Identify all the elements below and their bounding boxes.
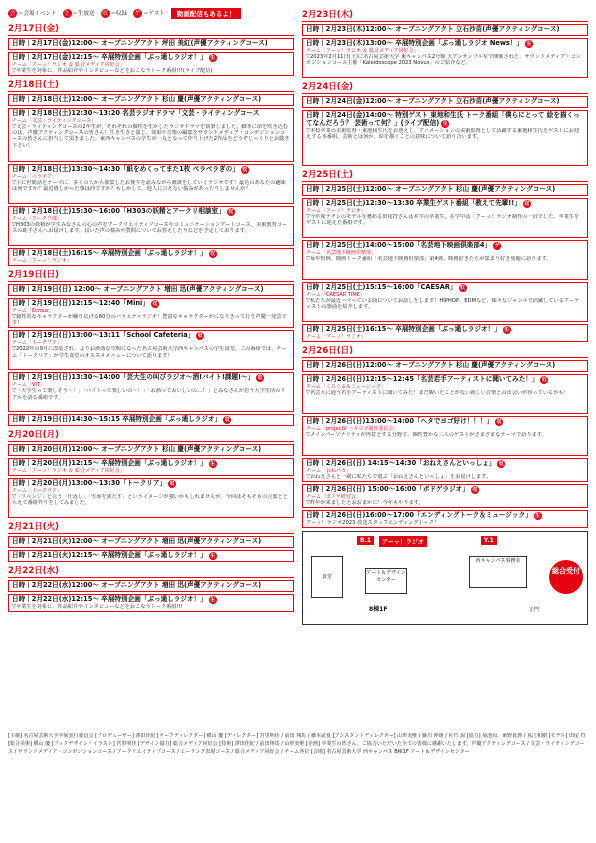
program-title-text: 日時｜2月25日(土)15:15～16:00「CAESAR」 <box>306 282 457 291</box>
legend-item <box>101 9 128 18</box>
date-heading: 2月18日(土) <box>8 78 294 92</box>
program-description: ▽おねえさんと一緒に私たちで遊ぶ「おねえさんといっしょ」をお届けします。 <box>306 473 492 480</box>
program-description: ▽毎年恒例、映画トーク番組「名芸地下映画倶楽部」第4弾。映画好きたちが集まり好き放題に語ります。 <box>306 255 552 262</box>
legend-item <box>133 9 165 18</box>
program-title <box>306 326 584 334</box>
program-team: チーム「Ecrouz」 <box>12 307 54 314</box>
program-description: ▽2022年の9月に改装され、よりお洒落な空間になった名古屋芸術大学西キャンパスの学生食堂。この番組では、チーム「トークリア」が学生食堂のオススメメニューについて語ります！ <box>12 346 287 359</box>
date-heading: 2月24日(金) <box>302 80 588 94</box>
program-title <box>306 112 584 128</box>
program-entry <box>302 510 588 528</box>
left-schedule <box>8 22 294 612</box>
program-description: ▽卒業生を対象に、作品紹介やインタビューなどをおこなうトーク番組!!!(ライブ配信) <box>12 67 213 74</box>
program-title-text: 日時｜2月24日(金)12:00～ オープニングアクト 立石沙苗(声優アクティングコース) <box>306 96 560 105</box>
program-type-badge: 収 <box>228 208 234 215</box>
program-entry <box>8 580 294 592</box>
program-type-badge: 生 <box>210 553 216 560</box>
program-type-badge: 生 <box>442 120 448 127</box>
program-title-text: 日時｜2月19日(日)14:30～15:15 卒展特別企画「ぶっ通しラジオ」 <box>12 415 222 424</box>
program-entry <box>302 484 588 508</box>
program-title <box>306 26 584 34</box>
program-team: チーム「くろぐる＆ミュージック」 <box>306 383 386 390</box>
program-title <box>306 376 584 384</box>
program-entry <box>8 164 294 204</box>
program-team: チーム「アーッ！ラジオ ＆ 総合メディア同好会」 <box>306 47 419 54</box>
program-entry <box>302 240 588 280</box>
program-title-text: 日時｜2月18日(土)15:30～16:00「H303の妖精とアークリ相談室」 <box>12 206 225 215</box>
program-title-text: 日時｜2月23日(木)12:00～ オープニングアクト 立石沙苗(声優アクティングコース) <box>306 25 560 33</box>
program-title-text: 日時｜2月26日(日)12:00～ オープニングアクト 杉山 慶(声優アクティングコース) <box>306 360 556 369</box>
program-entry <box>8 52 294 76</box>
program-description: ▽昨年が来ましたとおおまかに！今年もやります。 <box>306 499 424 506</box>
program-type-badge: 収 <box>498 460 504 467</box>
date-heading: 2月23日(木) <box>302 8 588 22</box>
program-description: ▽個性的なキャラクターが繰り広げる60分のバラエティラジオ！豊富なキャラクターがになりきって行う声優一発芸です！ <box>12 313 287 327</box>
credits: [主催] 名古屋芸術大学卒展実行委員会 [プロデューサー] 澤田佳紀 [チーフディレクター] 横山 慶 [ディレクター] 宮里明佳 / 前田 翔馬 / 橋本読夏 [アシスタントディレクター] 山形実唯 / 藤川 伸雄 / 佐竹 諒 [協力] 菊池周、東野貴典 / 真江和樹 [モデル] 田尾 符 [総合美術] 横山 慶 [ブックデザイン・イラスト] 宮里明佳 [デザイン協力] 総合メディア同好会 [技術] 澤田佳紀 / 前田翔馬 / 山形実唯 [企画] 卒業生の皆さん、ご協力いただいた全ての皆様に感謝いたします。声優アクティングコース / 文芸・ライティングコース / サウンドメディア・コンポジションコース / アークリエイティブコース / ヒーリング表現コース / 総合メディア同好会 / チーム各位 [会場] 名古屋芸術大学 西キャンパス B棟1F アート＆デザインセンター <box>8 733 586 755</box>
date-heading: 2月19日(日) <box>8 268 294 282</box>
legend <box>8 6 294 20</box>
program-entry <box>302 184 588 196</box>
program-entry <box>8 248 294 266</box>
program-description: ▽私たちが最近ハマっている曲についてお話しをします！HIPHOP、EDMなど、様々なジャンルで活躍しているアーティストの楽曲を紹介します。 <box>306 297 580 310</box>
program-description: ▽今年度ナチシのモデルを務める田尾符さんは本学の卒業生。在学中は「アーッ！ラジオ制作の一員でした。卒業生をゲストに迎えた番組です。 <box>306 213 580 226</box>
program-title-text: 日時｜2月25日(土)16:15～ 卒展特別企画「ぶっ通しラジオ！」 <box>306 324 501 333</box>
date-heading: 2月20日(月) <box>8 428 294 442</box>
program-type-badge: 収 <box>472 486 478 493</box>
program-title <box>12 552 290 560</box>
program-title <box>12 286 290 294</box>
date-heading: 2月22日(水) <box>8 564 294 578</box>
program-entry <box>8 372 294 412</box>
program-type-badge: 収 <box>496 418 502 425</box>
program-title-text: 日時｜2月20日(月)12:00～ オープニングアクト 杉山 慶(声優アクティングコース) <box>12 445 262 454</box>
program-team: チーム「ボドゲ研究会」 <box>306 493 361 500</box>
program-title <box>306 418 584 426</box>
legend-label: ＝生放送 <box>72 10 95 17</box>
map-art-center: アート＆デザインセンター <box>365 568 407 594</box>
program-title-text: 日時｜2月18日(土)13:30～14:30「紙をめくってまた1枚 ペラペラぎの」 <box>12 164 239 173</box>
legend-label: ＝収録 <box>110 10 128 17</box>
program-title-text: 日時｜2月22日(水)12:00～ オープニングアクト 増田 迅(声優アクティングコース) <box>12 581 262 590</box>
program-team: チーム「アーッ！ラジオ」 <box>12 257 72 264</box>
right-column <box>302 6 588 625</box>
right-schedule <box>302 8 588 528</box>
program-title-text: 日時｜2月24日(金)14:00～ 特別ゲスト 東地和生氏 トーク番組「僕らにとって 絵を描くってなんだろう？ 芸術って何？」(ライブ配信) <box>306 110 580 127</box>
program-type-badge: 収 <box>210 250 216 257</box>
program-title <box>12 40 290 48</box>
program-title <box>12 374 290 382</box>
program-type-badge: 生 <box>526 40 532 47</box>
program-team: チーム「アーッ！ラジオ ＆ 総合メディア同好会」 <box>12 468 125 475</box>
map-radio-label: アーッ！ラジオ <box>379 536 427 547</box>
program-team: チーム「アークリ部」 <box>12 215 62 222</box>
program-team: チーム「おねパカ」 <box>306 467 352 474</box>
program-entry <box>302 324 588 342</box>
program-title <box>12 300 290 308</box>
program-description: ▽文芸・ライティングコースの2年生が、それぞれの個性を生かしたラジオドラマを執筆しました。脚本に命を吹き込むのは、声優アクティングコースの皆さん！生き生きと演じ、効果や音楽の編集をサウンドメディア・コンポジションコースの皆さんに担当して頂きました。東西キャンパスの学生が一丸となって作り上げた2作品をどうぞじっくりとお聴き下さい！ <box>12 123 290 149</box>
program-type-badge: ゲ <box>494 242 500 249</box>
program-entry <box>302 458 588 482</box>
program-type-badge: 収 <box>524 200 530 207</box>
map-y1-label: Y.1 <box>481 536 497 545</box>
program-title-text: 日時｜2月21日(火)12:00～ オープニングアクト 増田 迅(声優アクティングコース) <box>12 537 262 546</box>
program-entry <box>302 360 588 372</box>
program-team: チーム「CAESAR TIME」 <box>306 291 365 298</box>
program-entry <box>8 594 294 612</box>
legend-label: ＝会場イベント <box>18 10 57 17</box>
legend-item <box>63 9 95 18</box>
program-description: ▽「大学生って楽しそう～！」「バイトって楽しいの～！」「お酒っておいしいの…！」とみなさんが思う大学生活のリアルを語る番組です。 <box>12 388 286 401</box>
program-type-badge: 収 <box>224 417 230 424</box>
program-title-text: 日時｜2月26日(日)12:15～12:45「名芸若手アーティストに聞いてみた！」 <box>306 374 539 383</box>
program-title <box>12 596 290 604</box>
program-entry <box>8 536 294 548</box>
program-title <box>12 446 290 454</box>
left-column <box>8 6 294 614</box>
program-entry <box>8 284 294 296</box>
program-title <box>306 200 584 208</box>
program-description: ▽本校卒業の美術監督・東地和生氏をお迎えし、アニメーションの美術監督として活躍する東地和生氏をゲストにお迎えする本番組。芸術とは何か、絵を描くことの意味について語り合います。 <box>306 127 580 140</box>
program-title <box>12 416 290 424</box>
program-title-text: 日時｜2月18日(土)12:00～ オープニングアクト 杉山 慶(声優アクティングコース) <box>12 95 262 104</box>
program-type-badge: 収 <box>169 481 175 488</box>
program-description: ▽H303の妖精が学生みなさんの心の声をアークリエイティブコースやコミュニケーションアートコース、美術教育コースの助手さんへお届けします。届いた声の悩みや質問についてお答えしたりなどを予定しております。 <box>12 221 288 235</box>
program-description: ▽主に世間話をテーマに、多くの人から募集したお便りを読みながら雑談をしていくラジオです！最近のあなたの趣味は何ですか？最近嬉しかった事は何ですか？もしかして、他人に言えない悩みがあったりしませんか？ <box>12 179 286 193</box>
legend-icon: 会 <box>9 9 16 17</box>
program-title <box>306 242 584 250</box>
program-title-text: 日時｜2月17日(金)12:00～ オープニングアクト 坪田 美紅(声優アクティングコース) <box>12 39 268 47</box>
program-team: チーム「projectV ヘタヨゴ制作委員会」 <box>306 425 399 432</box>
program-entry <box>8 478 294 518</box>
program-title <box>306 98 584 106</box>
program-title-text: 日時｜2月25日(土)12:30～13:30 卒業生ゲスト番組「教えて先輩!!」 <box>306 198 521 207</box>
program-type-badge: 生 <box>504 326 510 333</box>
program-team: チーム「アーッ！ラジオ」 <box>306 207 366 214</box>
program-title-text: 日時｜2月19日(日)13:30～14:00「芸大生の叫びラジオ～酒!バイト!課題!～」 <box>12 373 255 382</box>
program-title <box>306 40 584 48</box>
reception-badge: 総合受付 <box>549 560 583 594</box>
program-entry <box>8 108 294 162</box>
program-entry <box>8 444 294 456</box>
program-entry <box>302 110 588 166</box>
legend-icon: 収 <box>102 9 109 17</box>
program-title-text: 日時｜2月18日(土)12:30～13:20 名芸ラジオドラマ「文芸・ライティングコース <box>12 109 260 118</box>
program-title-text: 日時｜2月17日(金)12:15～ 卒展特別企画「ぶっ通しラジオ！」 <box>12 52 207 61</box>
program-title <box>12 582 290 590</box>
program-entry <box>302 416 588 456</box>
program-title-text: 日時｜2月26日(日) 15:00～16:00「ボドゲラジオ」 <box>306 484 469 493</box>
program-entry <box>302 24 588 36</box>
program-team: チーム「アーッ！ラジオ ＆ 総合メディア同好会」 <box>12 61 125 68</box>
date-heading: 2月21日(火) <box>8 520 294 534</box>
program-team: チーム「文芸・ライティングコース」 <box>12 117 97 124</box>
legend-label: ＝ゲスト <box>143 10 165 17</box>
program-type-badge: 生 <box>210 597 216 604</box>
program-title-text: 日時｜2月19日(日)12:15～12:40「Mini」 <box>12 298 149 307</box>
program-entry <box>8 38 294 50</box>
program-entry <box>8 458 294 476</box>
program-type-badge: 収 <box>197 333 203 340</box>
program-entry <box>8 550 294 562</box>
program-title <box>12 166 290 174</box>
program-title-text: 日時｜2月20日(月)13:00～13:30「トークリア」 <box>12 479 167 488</box>
program-title-text: 日時｜2月21日(火)12:15～ 卒展特別企画「ぶっ通しラジオ！」 <box>12 551 207 560</box>
program-title <box>12 538 290 546</box>
legend-item <box>8 9 57 18</box>
streaming-banner: 動画配信もあるよ！ <box>171 8 242 19</box>
program-description: ▽メインパーソナリティが得意とする分野で、個性豊かな三人のゲストがさまざまなテーマで語ります。 <box>306 431 547 438</box>
program-type-badge: 収 <box>459 284 465 291</box>
program-title <box>306 186 584 194</box>
program-entry <box>8 206 294 246</box>
program-entry <box>8 94 294 106</box>
program-description: ▽2023年2月11日(土)に名古屋芸術大学 東キャンパス2号館 大アンサンブル室で開催された、サウンドメディア・コンポジションコース主催「Kaleidoscope 2023 Novus」のご紹介など。 <box>306 53 581 67</box>
program-description: ▽名芸大に通う若手アーティストに聞いてみた！まだ観いたことがない新しい音楽との出会いが待っているかも！ <box>306 389 569 396</box>
program-title-text: 日時｜2月26日(日) 14:15～14:30「おねえさんといっしょ」 <box>306 458 496 467</box>
program-team: チーム「名芸地下映画倶楽部」 <box>306 249 377 256</box>
date-heading: 2月26日(日) <box>302 344 588 358</box>
date-heading: 2月17日(金) <box>8 22 294 36</box>
map-b1-label: B.1 <box>357 536 374 545</box>
program-type-badge: 収 <box>242 166 248 173</box>
program-title-text: 日時｜2月23日(木)13:00～ 卒展特別企画「ぶっ通しラジオ News！」 <box>306 38 524 47</box>
program-entry <box>302 282 588 322</box>
program-team: チーム「ペラギア」 <box>12 173 58 180</box>
venue-map <box>302 531 588 625</box>
program-title-text: 日時｜2月22日(水)12:15～ 卒展特別企画「ぶっ通しラジオ！」 <box>12 595 207 604</box>
program-title <box>306 512 584 520</box>
program-title-text: 日時｜2月25日(土)12:00～ オープニングアクト 杉山 慶(声優アクティングコース) <box>306 184 556 193</box>
program-entry <box>302 38 588 78</box>
program-title-text: 日時｜2月20日(月)12:15～ 卒展特別企画「ぶっ通しラジオ！」 <box>12 459 207 468</box>
program-title <box>12 96 290 104</box>
program-description: ▽「リベンジ」と言う「仕返し」「雪辱を果たす」というイメージが強いかもしれませんが、今回はそもそもの言葉ととらえて番組作りをしてみました。 <box>12 494 288 507</box>
program-title <box>306 486 584 494</box>
program-title <box>12 54 290 62</box>
program-title <box>12 208 290 216</box>
program-description: アーッ！ラジオ2023 放送スタッフエンディングトーク！ <box>306 520 440 526</box>
program-title <box>306 460 584 468</box>
legend-icon: ゲ <box>134 9 141 17</box>
program-entry <box>8 330 294 370</box>
program-entry <box>302 198 588 238</box>
program-title-text: 日時｜2月18日(土)16:15～ 卒展特別企画「ぶっ通しラジオ！」 <box>12 248 207 257</box>
map-food: 食堂 <box>311 556 343 598</box>
program-title-text: 日時｜2月19日(日) 12:00～ オープニングアクト 増田 迅(声優アクティングコース) <box>12 284 264 293</box>
date-heading: 2月25日(土) <box>302 168 588 182</box>
program-team: チーム「トークリア」 <box>12 340 63 347</box>
program-description: ▽卒業生を対象に、作品紹介やインタビューなどをおこなうトーク番組!!! <box>12 604 183 611</box>
program-type-badge: 生 <box>210 461 216 468</box>
program-team: チーム「トークリア」 <box>12 488 63 495</box>
program-type-badge: 収 <box>541 376 547 383</box>
program-title <box>306 284 584 292</box>
program-title <box>12 110 290 118</box>
map-east-office: 西キャンパス事務室 <box>469 556 527 588</box>
program-type-badge: 収 <box>257 375 263 382</box>
program-entry <box>302 374 588 414</box>
program-type-badge: 収 <box>152 300 158 307</box>
program-team: チーム「アーッ！ラジオ」 <box>306 333 366 340</box>
program-entry <box>302 96 588 108</box>
map-gate-label: 正門 <box>529 607 540 614</box>
program-title <box>306 362 584 370</box>
program-title-text: 日時｜2月19日(日)13:00～13:11「School Cafeteria」 <box>12 331 195 340</box>
program-entry <box>8 414 294 426</box>
program-title <box>12 250 290 258</box>
program-type-badge: 生 <box>210 54 216 61</box>
program-entry <box>8 298 294 328</box>
program-type-badge: 生 <box>535 513 541 519</box>
legend-icon: 生 <box>64 9 71 17</box>
program-team: チーム「VIT」 <box>12 382 45 389</box>
map-floor-label: 8棟1F <box>369 606 388 614</box>
program-title-text: 日時｜2月26日(日)13:00～14:00「ヘタでヨゴ好け！！！」 <box>306 416 494 425</box>
program-title-text: 日時｜2月26日(日)16:00～17:00「エンディングトーク＆ミュージック」 <box>306 511 532 519</box>
program-title-text: 日時｜2月25日(土)14:00～15:00「名芸地下映画倶楽部4」 <box>306 240 492 249</box>
